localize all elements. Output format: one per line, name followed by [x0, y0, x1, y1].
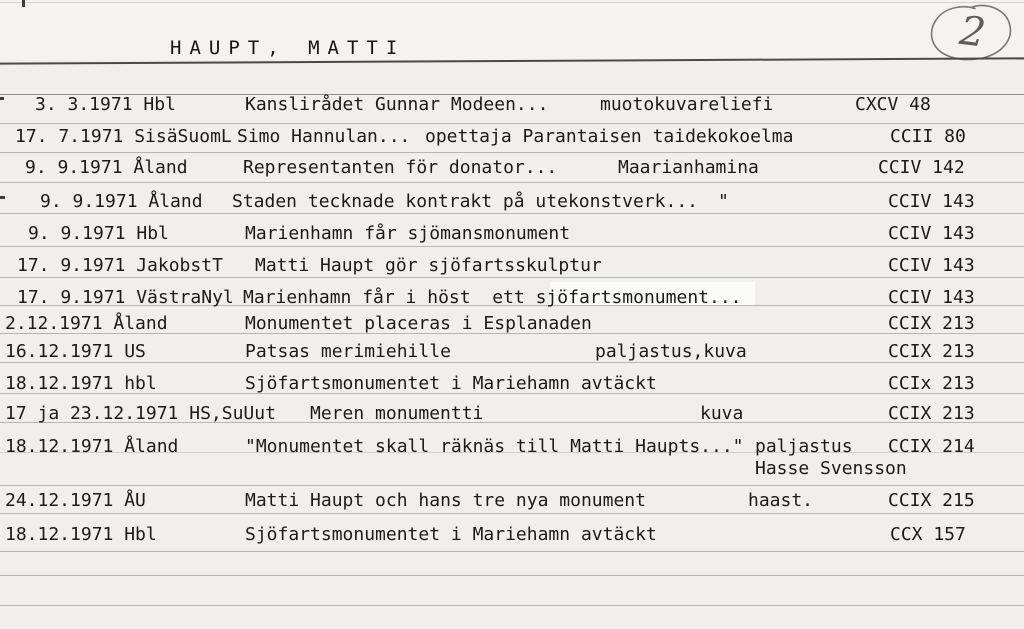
table-row: [0, 404, 1024, 426]
entry-reference: CCIX 213: [888, 403, 975, 424]
ruled-line: [0, 2, 1024, 3]
entry-reference: CCIX 215: [888, 490, 975, 511]
entry-date-source: 17. 9.1971 VästraNyl: [17, 287, 234, 308]
entry-title: Patsas merimiehille: [245, 341, 451, 362]
entry-note: muotokuvareliefi: [600, 94, 774, 115]
page-number-text: 2: [957, 7, 989, 57]
ruled-line: [0, 605, 1024, 606]
pencil-circle-icon: [920, 1, 1020, 63]
ruled-line: [0, 246, 1024, 247]
entry-note: Maarianhamina: [618, 157, 759, 178]
entry-date-source: 17. 7.1971 SisäSuomL: [15, 126, 232, 147]
entry-date-source: 24.12.1971 ÅU: [5, 490, 146, 511]
entry-date-source: 3. 3.1971 Hbl: [35, 94, 176, 115]
table-row: [0, 224, 1024, 246]
table-row: [0, 491, 1024, 513]
entry-reference: CCIV 143: [888, 191, 975, 212]
entry-date-source: 18.12.1971 hbl: [5, 373, 157, 394]
table-row: [0, 314, 1024, 336]
entry-date-source: 9. 9.1971 Hbl: [28, 223, 169, 244]
entry-note: paljastus: [755, 436, 853, 457]
entry-title: Marienhamn får sjömansmonument: [245, 223, 571, 244]
table-row: [0, 342, 1024, 364]
entry-title: Kanslirådet Gunnar Modeen...: [245, 94, 549, 115]
ruled-line: [0, 152, 1024, 153]
entry-note: ": [718, 191, 729, 212]
entry-date-source: 18.12.1971 Åland: [5, 436, 179, 457]
entry-date-source: 9. 9.1971 Åland: [40, 191, 203, 212]
entry-reference: CCIx 213: [888, 373, 975, 394]
table-row: [0, 525, 1024, 547]
table-row: [0, 374, 1024, 396]
card-top-margin: [0, 0, 1024, 60]
page-title: HAUPT, MATTI: [170, 37, 406, 59]
entry-date-source: 17. 9.1971 JakobstT: [17, 255, 223, 276]
entry-title: Sjöfartsmonumentet i Mariehamn avtäckt: [245, 373, 657, 394]
entry-reference: CCX 157: [890, 524, 966, 545]
ruled-line: [0, 182, 1024, 183]
table-row: [0, 127, 1024, 149]
entry-title: Marienhamn får i höst ett sjöfartsmonument...: [243, 287, 742, 308]
entry-reference: CCIX 213: [888, 341, 975, 362]
entry-title: Meren monumentti: [310, 403, 484, 424]
entry-reference: CXCV 48: [855, 94, 931, 115]
entry-title: Staden tecknade kontrakt på utekonstverk...: [232, 191, 698, 212]
table-row: [0, 192, 1024, 214]
ruled-line: [0, 485, 1024, 486]
entry-reference: CCIX 213: [888, 313, 975, 334]
table-row: [0, 95, 1024, 117]
entry-extra-line: Hasse Svensson: [755, 458, 907, 479]
entry-title: Matti Haupt och hans tre nya monument: [245, 490, 646, 511]
entry-note: kuva: [700, 403, 744, 424]
ruled-line: [0, 513, 1024, 514]
entry-title: Representanten för donator...: [243, 157, 558, 178]
entry-title: Sjöfartsmonumentet i Mariehamn avtäckt: [245, 524, 657, 545]
entry-reference: CCIX 214: [888, 436, 975, 457]
entry-date-source: 9. 9.1971 Åland: [25, 157, 188, 178]
entry-reference: CCII 80: [890, 126, 966, 147]
entry-title: Matti Haupt gör sjöfartsskulptur: [255, 255, 602, 276]
table-row: [0, 288, 1024, 310]
table-row: [0, 437, 1024, 459]
entry-date-source: 2.12.1971 Åland: [5, 313, 168, 334]
entry-note: opettaja Parantaisen taidekokoelma: [425, 126, 794, 147]
scan-artifact: [22, 0, 25, 7]
entry-reference: CCIV 143: [888, 255, 975, 276]
ruled-line: [0, 551, 1024, 552]
table-row: [0, 256, 1024, 278]
handwritten-page-number: [920, 1, 1020, 63]
entry-reference: CCIV 142: [878, 157, 965, 178]
entry-title: Simo Hannulan...: [237, 126, 411, 147]
entry-date-source: 16.12.1971 US: [5, 341, 146, 362]
table-row: [0, 158, 1024, 180]
ruled-line: [0, 575, 1024, 576]
entry-reference: CCIV 143: [888, 223, 975, 244]
entry-date-source: 18.12.1971 Hbl: [5, 524, 157, 545]
ruled-line: [0, 123, 1024, 124]
entry-date-source: 17 ja 23.12.1971 HS,SuUut: [5, 403, 276, 424]
entry-reference: CCIV 143: [888, 287, 975, 308]
entry-note: haast.: [748, 490, 814, 511]
entry-title: Monumentet placeras i Esplanaden: [245, 313, 592, 334]
entry-title: "Monumentet skall räknäs till Matti Haupts...": [245, 436, 744, 457]
entry-note: paljastus,kuva: [595, 341, 747, 362]
